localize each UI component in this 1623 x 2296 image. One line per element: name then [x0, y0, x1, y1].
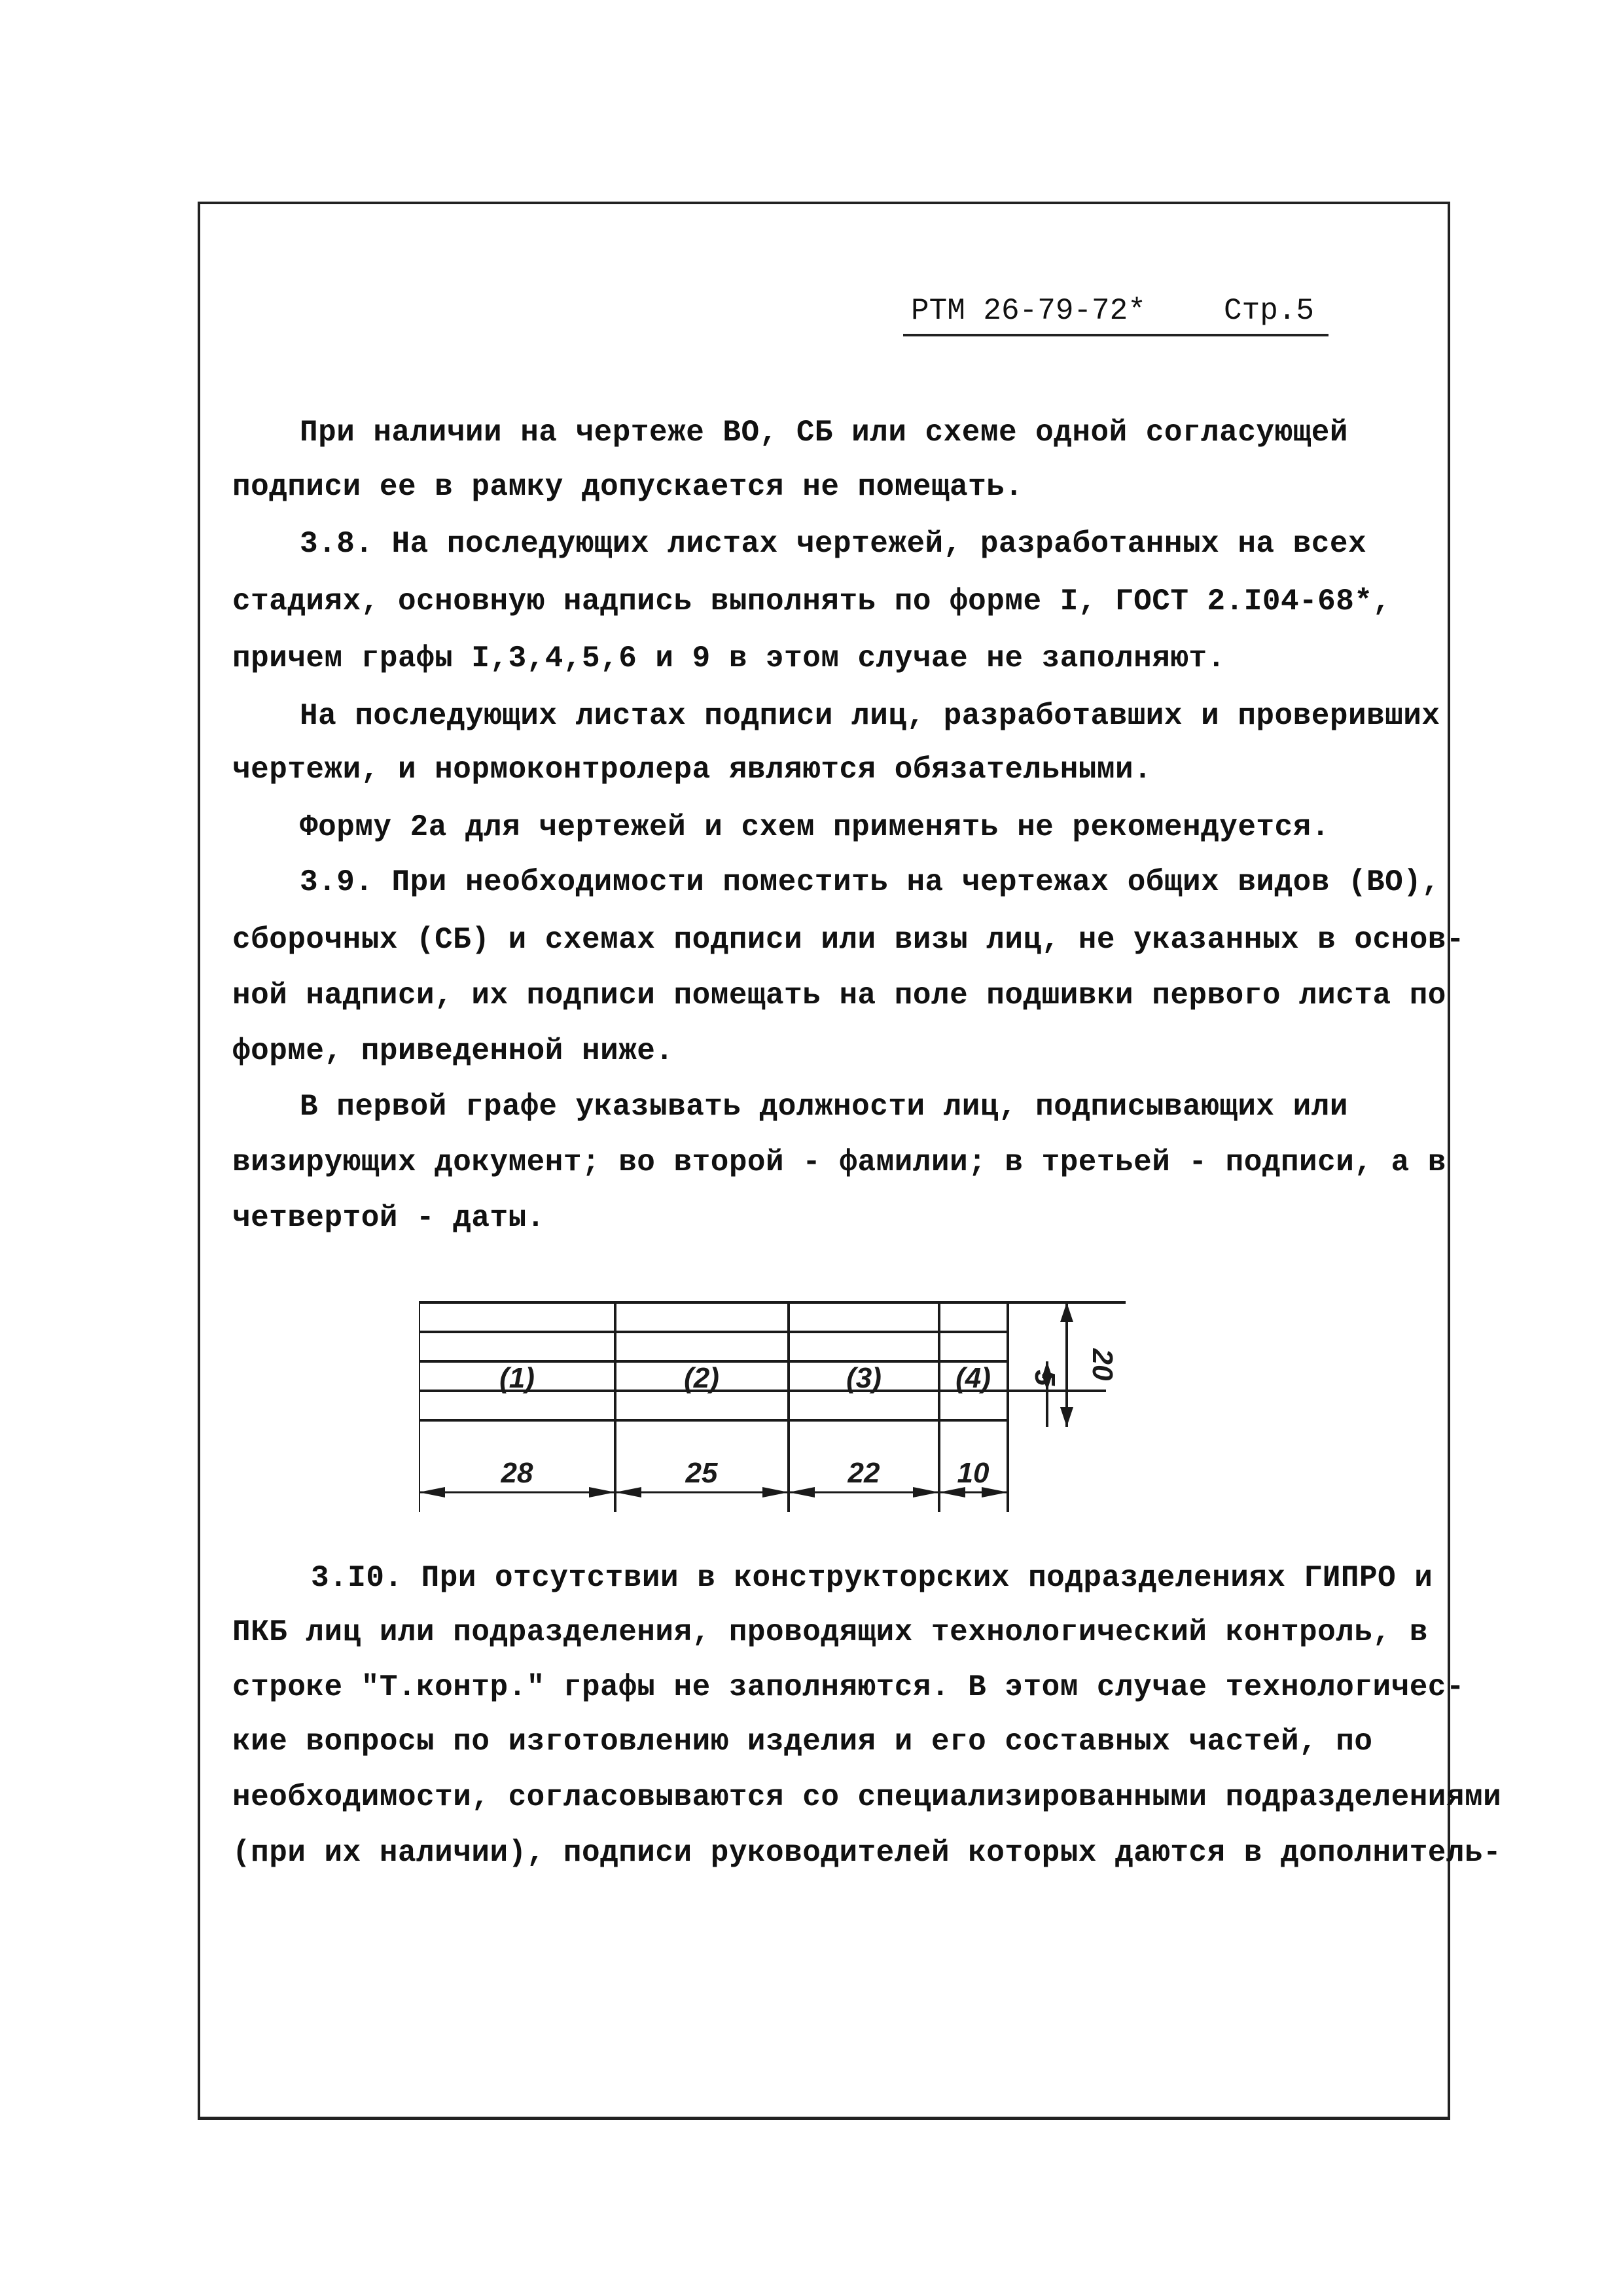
column-label-1: (1): [499, 1362, 535, 1394]
text-line: (при их наличии), подписи руководителей которых даются в дополнитель-: [232, 1836, 1502, 1870]
total-height-label: 20: [1086, 1348, 1118, 1381]
arrow-icon: [789, 1487, 815, 1498]
row-height-label: 5: [1029, 1369, 1061, 1386]
text-line: форме, приведенной ниже.: [232, 1034, 674, 1068]
text-line: четвертой - даты.: [232, 1201, 545, 1235]
arrow-icon: [913, 1487, 939, 1498]
text-line: чертежи, и нормоконтролера являются обязательными.: [232, 753, 1152, 787]
column-label-4: (4): [955, 1362, 991, 1394]
text-line: визирующих документ; во второй - фамилии; в третьей - подписи, а в: [232, 1145, 1446, 1179]
column-label-2: (2): [684, 1362, 719, 1394]
column-width-4: 10: [957, 1457, 990, 1489]
text-line: ной надписи, их подписи помещать на поле подшивки первого листа по: [232, 978, 1446, 1013]
column-width-1: 28: [501, 1457, 533, 1489]
text-line: На последующих листах подписи лиц, разработавших и проверивших: [300, 699, 1440, 733]
text-line: ПКБ лиц или подразделения, проводящих технологический контроль, в: [232, 1615, 1428, 1649]
arrow-icon: [1060, 1302, 1073, 1322]
page-number: Стр.5: [1224, 294, 1315, 328]
column-width-2: 25: [685, 1457, 718, 1489]
arrow-icon: [762, 1487, 789, 1498]
text-line: Форму 2а для чертежей и схем применять не рекомендуется.: [300, 810, 1330, 844]
text-line: строке "Т.контр." графы не заполняются. В этом случае технологичес-: [232, 1670, 1465, 1704]
text-line: 3.8. На последующих листах чертежей, разработанных на всех: [300, 527, 1367, 561]
text-line: 3.9. При необходимости поместить на чертежах общих видов (ВО),: [300, 865, 1440, 899]
text-line: причем графы I,3,4,5,6 и 9 в этом случае не заполняют.: [232, 641, 1226, 675]
text-line: 3.I0. При отсутствии в конструкторских подразделениях ГИПРО и: [311, 1561, 1433, 1595]
document-number: РТМ 26-79-72*: [911, 294, 1146, 328]
arrow-icon: [419, 1487, 445, 1498]
text-line: подписи ее в рамку допускается не помещать.: [232, 470, 1024, 504]
text-line: сборочных (СБ) и схемах подписи или визы лиц, не указанных в основ-: [232, 923, 1465, 957]
arrow-icon: [589, 1487, 615, 1498]
signature-form-drawing: [419, 1296, 1139, 1518]
text-line: стадиях, основную надпись выполнять по форме I, ГОСТ 2.I04-68*,: [232, 584, 1391, 619]
text-line: кие вопросы по изготовлению изделия и его составных частей, по: [232, 1725, 1373, 1759]
page-header: [903, 288, 1329, 336]
column-label-3: (3): [846, 1362, 882, 1394]
text-line: необходимости, согласовываются со специализированными подразделениями: [232, 1780, 1502, 1814]
text-line: В первой графе указывать должности лиц, подписывающих или: [300, 1090, 1348, 1124]
arrow-icon: [615, 1487, 641, 1498]
column-width-3: 22: [847, 1457, 880, 1489]
arrow-icon: [1060, 1407, 1073, 1427]
text-line: При наличии на чертеже ВО, СБ или схеме одной согласующей: [300, 416, 1348, 450]
